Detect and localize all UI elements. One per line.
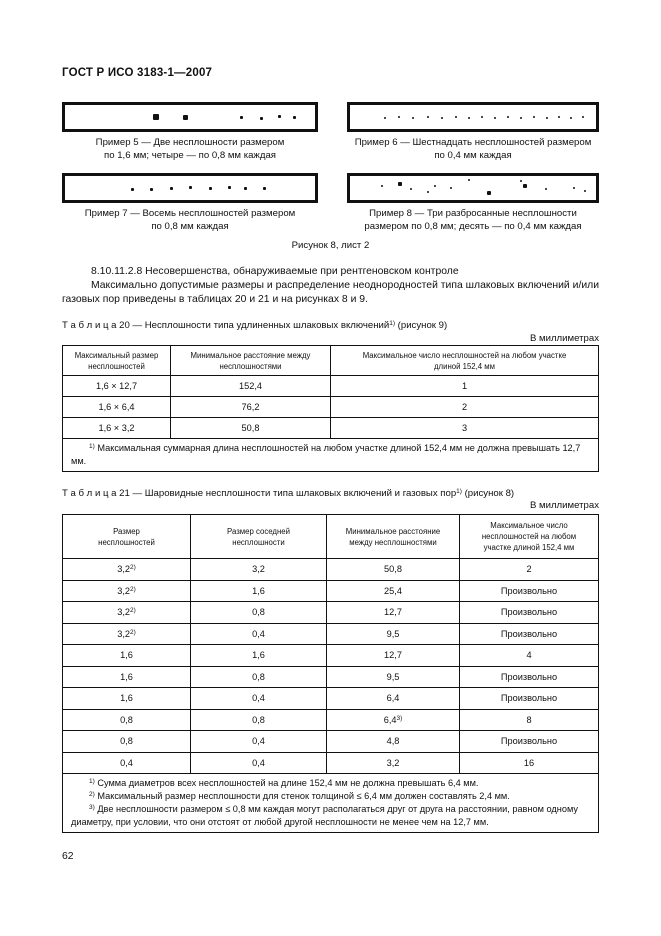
table-cell: [327, 580, 460, 602]
footnote-ref: 1): [389, 320, 395, 327]
table-cell: [191, 602, 327, 624]
table-row: [63, 645, 599, 667]
discontinuity-dot: [412, 117, 414, 119]
table-footnote-row: [63, 774, 599, 833]
cell-value: 4,8: [386, 736, 400, 747]
cell-value: 0,4: [120, 757, 133, 768]
cell-value: 3,2: [117, 585, 130, 596]
example-8-caption: [340, 207, 606, 233]
caption-text: Т а б л и ц а 21 — Шаровидные несплошности типа шлаковых включений и газовых пор: [62, 488, 457, 499]
cell-value: 3,2: [117, 628, 130, 639]
table-cell: 1,6 × 12,7: [63, 376, 171, 397]
table-cell: [191, 559, 327, 581]
cell-value: 12,7: [384, 650, 402, 661]
discontinuity-dot: [468, 117, 470, 119]
table-21-units: В миллиметрах: [529, 500, 599, 511]
table-cell: 1,6 × 6,4: [63, 397, 171, 418]
cell-value: 6,4: [386, 693, 400, 704]
table-cell: [460, 623, 599, 645]
footnote-mark: 2): [89, 791, 95, 798]
table-cell: 3: [331, 418, 599, 439]
caption-line: по 0,8 мм каждая: [151, 221, 229, 232]
discontinuity-dot: [523, 184, 527, 188]
table-20-units: В миллиметрах: [529, 333, 599, 344]
cell-value: 9,5: [386, 628, 400, 639]
table-row: [63, 397, 599, 418]
section-heading: 8.10.11.2.8 Несовершенства, обнаруживаемые при рентгеновском контроле: [91, 266, 459, 277]
example-7-panel: [62, 173, 318, 203]
discontinuity-dot: [558, 116, 560, 118]
table-row: [63, 602, 599, 624]
cell-value: 0,4: [252, 736, 265, 747]
discontinuity-dot: [260, 117, 263, 120]
table-cell: [191, 580, 327, 602]
discontinuity-dot: [244, 187, 247, 190]
footnote-text: Сумма диаметров всех несплошностей на длине 152,4 мм не должна превышать 6,4 мм.: [94, 778, 479, 788]
discontinuity-dot: [573, 187, 575, 189]
cell-value: 50,8: [384, 564, 402, 575]
table-header-row: [63, 346, 599, 376]
table-cell: [63, 559, 191, 581]
cell-value: Произвольно: [500, 693, 558, 704]
caption-line: Пример 8 — Три разбросанные несплошности: [369, 208, 577, 219]
caption-line: размером по 0,8 мм; десять — по 0,4 мм каждая: [364, 221, 582, 232]
cell-value: 1,6: [120, 650, 133, 661]
table-row: [63, 709, 599, 731]
table-cell: [460, 645, 599, 667]
discontinuity-dot: [170, 187, 173, 190]
table-cell: [63, 731, 191, 753]
page-number: 62: [62, 851, 74, 862]
column-header: Минимальное расстояние между несплошностями: [327, 515, 460, 559]
discontinuity-dot: [427, 191, 429, 193]
caption-line: по 0,4 мм каждая: [434, 150, 512, 161]
discontinuity-dot: [410, 188, 412, 190]
footnote-mark: 1): [89, 778, 95, 785]
cell-value: 0,4: [252, 757, 265, 768]
cell-value: 16: [523, 757, 535, 768]
cell-value: 6,4: [383, 714, 397, 725]
discontinuity-dot: [455, 116, 457, 118]
footnote-ref: 2): [130, 628, 136, 636]
footnote-ref: 2): [130, 607, 136, 615]
table-cell: [327, 709, 460, 731]
discontinuity-dot: [441, 117, 443, 119]
discontinuity-dot: [582, 116, 584, 118]
cell-value: 4: [526, 650, 532, 661]
column-header: Размер несплошностей: [63, 515, 191, 559]
figure-title: Рисунок 8, лист 2: [291, 240, 370, 251]
table-cell: [191, 666, 327, 688]
example-6-caption: [340, 136, 606, 162]
table-cell: 152,4: [171, 376, 331, 397]
discontinuity-dot: [278, 115, 281, 118]
caption-line: Пример 6 — Шестнадцать несплошностей размером: [354, 137, 592, 148]
table-cell: [191, 752, 327, 774]
table-header-row: [63, 515, 599, 559]
table-row: [63, 731, 599, 753]
discontinuity-dot: [131, 188, 134, 191]
table-cell: [327, 731, 460, 753]
table-cell: [460, 731, 599, 753]
footnote-text: Максимальный размер несплошности для стенок толщиной ≤ 6,4 мм должен составлять 2,4 мм.: [94, 791, 510, 801]
table-cell: [63, 752, 191, 774]
table-cell: [327, 623, 460, 645]
discontinuity-dot: [487, 191, 491, 195]
table-cell: [63, 666, 191, 688]
discontinuity-dot: [545, 188, 547, 190]
column-header: Максимальное число несплошностей на любом участке длиной 152,4 мм: [331, 346, 599, 376]
discontinuity-dot: [240, 116, 243, 119]
discontinuity-dot: [427, 116, 429, 118]
discontinuity-dot: [520, 180, 522, 182]
discontinuity-dot: [209, 187, 212, 190]
cell-value: 3,2: [117, 607, 130, 618]
table-cell: [327, 688, 460, 710]
cell-value: Произвольно: [500, 736, 558, 747]
cell-value: Произвольно: [500, 628, 558, 639]
table-cell: [460, 752, 599, 774]
discontinuity-dot: [150, 188, 153, 191]
cell-value: 9,5: [386, 671, 400, 682]
discontinuity-dot: [228, 186, 231, 189]
cell-value: 0,8: [120, 736, 133, 747]
discontinuity-dot: [481, 116, 483, 118]
discontinuity-dot: [398, 182, 402, 186]
table-row: [63, 752, 599, 774]
cell-value: 2: [526, 564, 532, 575]
table-cell: [460, 688, 599, 710]
table-row: [63, 376, 599, 397]
table-cell: [460, 602, 599, 624]
table-cell: [327, 752, 460, 774]
table-cell: 50,8: [171, 418, 331, 439]
cell-value: 0,4: [252, 628, 265, 639]
footnote-ref: 3): [396, 714, 403, 722]
table-21: [62, 514, 599, 833]
column-header: Максимальный размер несплошностей: [63, 346, 171, 376]
table-cell: [327, 645, 460, 667]
table-21-caption: [62, 488, 514, 499]
table-cell: [191, 731, 327, 753]
discontinuity-dot: [533, 116, 535, 118]
discontinuity-dot: [153, 114, 159, 120]
discontinuity-dot: [584, 190, 586, 192]
cell-value: 0,8: [120, 714, 133, 725]
table-cell: 76,2: [171, 397, 331, 418]
cell-value: 1,6: [252, 585, 265, 596]
cell-value: 25,4: [384, 585, 402, 596]
table-cell: [191, 623, 327, 645]
discontinuity-dot: [570, 117, 572, 119]
table-footnotes: [63, 774, 599, 833]
table-cell: [63, 623, 191, 645]
cell-value: 0,4: [252, 693, 265, 704]
cell-value: 3,2: [252, 564, 265, 575]
cell-value: 3,2: [117, 564, 130, 575]
example-5-caption: [62, 136, 318, 162]
caption-line: Пример 7 — Восемь несплошностей размером: [84, 208, 296, 219]
footnote-mark: 3): [89, 804, 95, 811]
example-7-caption: [62, 207, 318, 233]
table-row: [63, 418, 599, 439]
table-cell: [191, 688, 327, 710]
table-row: [63, 623, 599, 645]
table-cell: [460, 559, 599, 581]
caption-text: Т а б л и ц а 20 — Несплошности типа удлиненных шлаковых включений: [62, 320, 390, 331]
column-header: Минимальное расстояние между несплошностями: [171, 346, 331, 376]
cell-value: Произвольно: [500, 607, 558, 618]
cell-value: 3,2: [386, 757, 400, 768]
discontinuity-dot: [494, 117, 496, 119]
discontinuity-dot: [507, 116, 509, 118]
table-cell: [191, 645, 327, 667]
table-cell: [327, 666, 460, 688]
cell-value: 8: [526, 714, 532, 725]
cell-value: Произвольно: [500, 585, 558, 596]
caption-line: Пример 5 — Две несплошности размером: [95, 137, 285, 148]
example-6-panel: [347, 102, 599, 132]
footnote-text: Максимальная суммарная длина несплошностей на любом участке длиной 152,4 мм не должна превышать 12,7 мм.: [71, 443, 581, 466]
table-cell: [63, 602, 191, 624]
table-footnote: [63, 439, 599, 472]
cell-value: 0,8: [252, 671, 265, 682]
table-cell: [191, 709, 327, 731]
table-cell: [63, 709, 191, 731]
section-text: Максимально допустимые размеры и распределение неоднородностей типа шлаковых включений и/или газовых пор приведены в таблицах 20 и 21 и на рисунках 8 и 9.: [62, 280, 599, 305]
footnote-text: Две несплошности размером ≤ 0,8 мм каждая могут располагаться друг от друга на расстоянии, равном одному диаметру, при условии, что они отстоят от любой другой несплошности не менее чем на 12,7 мм.: [71, 804, 578, 827]
table-cell: [460, 666, 599, 688]
discontinuity-dot: [434, 185, 436, 187]
caption-line: по 1,6 мм; четыре — по 0,8 мм каждая: [104, 150, 276, 161]
table-row: [63, 559, 599, 581]
discontinuity-dot: [450, 187, 452, 189]
discontinuity-dot: [381, 185, 383, 187]
discontinuity-dot: [520, 117, 522, 119]
discontinuity-dot: [468, 179, 470, 181]
table-row: [63, 688, 599, 710]
table-20: [62, 345, 599, 472]
example-5-panel: [62, 102, 318, 132]
table-cell: [460, 580, 599, 602]
cell-value: 0,8: [252, 714, 265, 725]
table-cell: [327, 602, 460, 624]
caption-text: (рисунок 9): [395, 320, 448, 331]
table-20-caption: [62, 320, 447, 331]
discontinuity-dot: [293, 116, 296, 119]
table-row: [63, 580, 599, 602]
table-cell: 2: [331, 397, 599, 418]
table-cell: [327, 559, 460, 581]
discontinuity-dot: [398, 116, 400, 118]
discontinuity-dot: [384, 117, 386, 119]
cell-value: 1,6: [120, 693, 133, 704]
column-header: Размер соседней несплошности: [191, 515, 327, 559]
table-footnote-row: [63, 439, 599, 472]
footnote-mark: 1): [89, 443, 95, 450]
table-cell: [63, 645, 191, 667]
section-body: [62, 265, 599, 307]
footnote-ref: 1): [456, 488, 462, 495]
footnote-ref: 2): [130, 585, 136, 593]
cell-value: 0,8: [252, 607, 265, 618]
table-cell: 1,6 × 3,2: [63, 418, 171, 439]
cell-value: 12,7: [384, 607, 402, 618]
cell-value: 1,6: [252, 650, 265, 661]
cell-value: 1,6: [120, 671, 133, 682]
table-row: [63, 666, 599, 688]
example-8-panel: [347, 173, 599, 203]
discontinuity-dot: [183, 115, 188, 120]
column-header: Максимальное число несплошностей на любом участке длиной 152,4 мм: [460, 515, 599, 559]
table-cell: [460, 709, 599, 731]
footnote-ref: 2): [130, 564, 136, 572]
caption-text: (рисунок 8): [461, 488, 515, 499]
cell-value: Произвольно: [500, 671, 558, 682]
table-cell: [63, 688, 191, 710]
document-header: ГОСТ Р ИСО 3183-1—2007: [62, 67, 213, 79]
table-cell: [63, 580, 191, 602]
discontinuity-dot: [263, 187, 266, 190]
discontinuity-dot: [189, 186, 192, 189]
table-cell: 1: [331, 376, 599, 397]
discontinuity-dot: [546, 117, 548, 119]
